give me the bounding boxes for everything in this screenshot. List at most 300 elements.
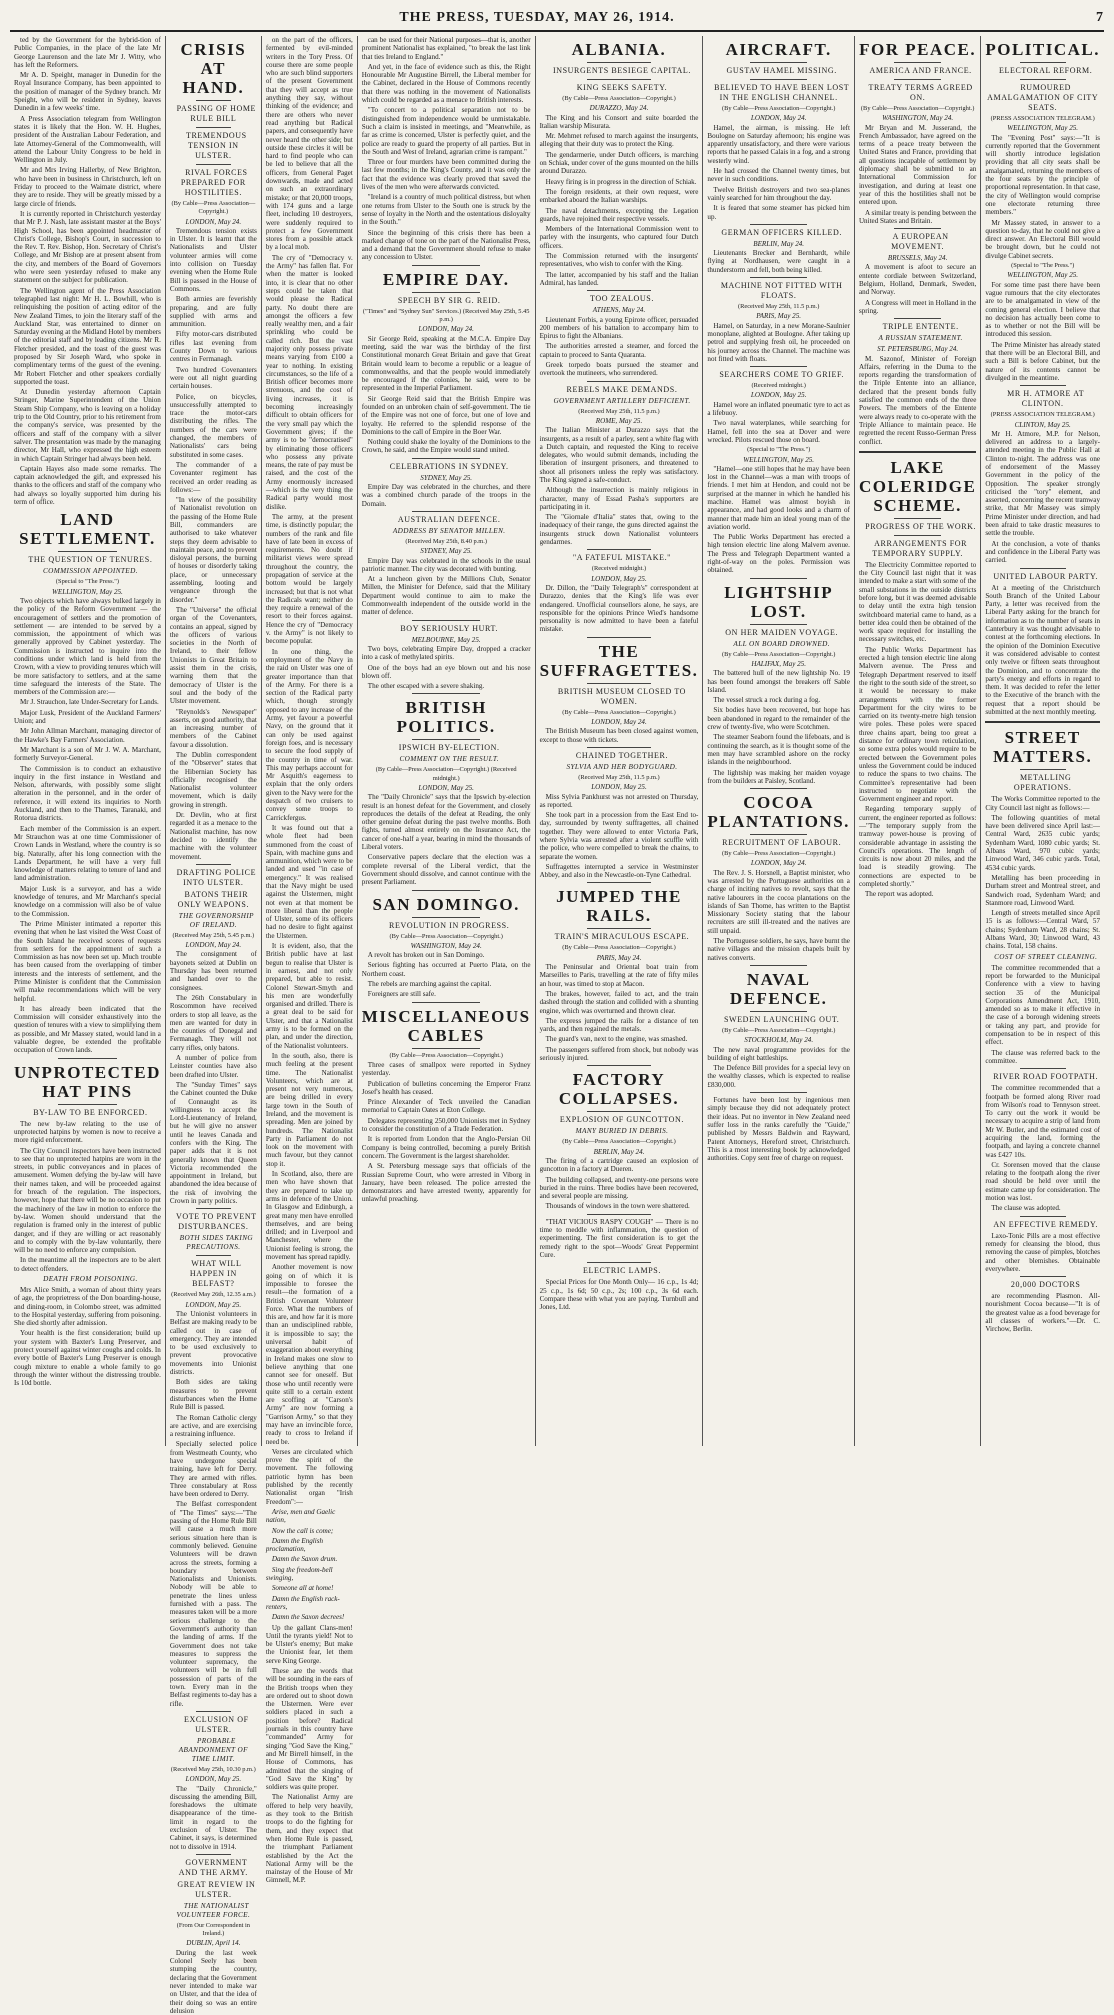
paragraph: The cry of "Democracy v. the Army" has fallen flat. For when the matter is looked into, it is clear that no other steps could be taken that would please the Radical party. No doubt there are amongst the officers a few really wealthy men, and a fair sprinkling who could be called rich. But the vast majority only possess private means varying from £100 a year to nothing. In existing circumstances, so the life of a British officer becomes more strenuous, and the cost of living increases, it is becoming increasingly difficult to obtain officers for the very small pay which the Government gives; if the army is to be "democratised" by eliminating those officers who possess any private means, the rate of pay must be raised, and the cost of the Army enormously increased—which is the very thing the Radical party would most dislike. [265, 253, 353, 511]
paragraph: Both armies are feverishly preparing, and are fully supplied with arms and ammunition. [169, 295, 257, 329]
paragraph: A revolt has broken out in San Domingo. [367, 951, 485, 960]
headline: FACTORY COLLAPSES. [558, 1070, 680, 1109]
subheading: AN EFFECTIVE REMEDY. [993, 1219, 1098, 1229]
paragraph: The new by-law relating to the use of unprotected hatpins by women is now to receive a more rigid enforcement. [14, 1119, 161, 1145]
paragraph: Publication of bulletins concerning the Emperor Franz Josef's health has ceased. [361, 1079, 531, 1096]
paragraph: Sir George Reid said that the British Empire was founded on an unbroken chain of self-government. The tie of the Empire was not one of force, but one of love and loyalty. He referred to the splendid response of the Dominions to the call of Empire in the Boer War. [361, 394, 531, 436]
subheading: CELEBRATIONS IN SYDNEY. [389, 461, 509, 471]
paragraph: Suffragettes interrupted a service in Westminster Abbey, and also in the Newcastle-on-Tyne Cathedral. [539, 862, 699, 880]
paragraph: Cr. Sorensen moved that the clause relating to the footpath along the river road should be held over until the estimate came up for consideration. The motion was lost. [985, 1160, 1101, 1203]
verse-line: Damn the Saxon drum. [271, 1555, 338, 1564]
subheading: EXCLUSION OF ULSTER. [183, 1714, 249, 1734]
divider-rule [750, 277, 807, 278]
dateline: MELBOURNE, May 25. [411, 635, 481, 644]
divider-rule [587, 683, 651, 684]
paragraph: Verses are circulated which prove the spirit of the movement. The following patriotic hymn has been published by the recently Nationalist organ "Irish Freedom":— [265, 1447, 353, 1506]
column-container [10, 36, 1104, 2015]
subheading: BATONS THEIR ONLY WEAPONS. [177, 889, 250, 909]
column-3 [262, 36, 358, 1885]
paragraph: Empire Day was celebrated in the schools in the usual patriotic manner. The city was decorated with bunting. [361, 556, 531, 573]
subheading: AMERICA AND FRANCE. [869, 66, 972, 75]
paragraph: The gendarmerie, under Dutch officers, is marching on Schiak, under cover of the guns mounted on the hills around Durazzo. [539, 150, 699, 176]
masthead [10, 6, 1104, 32]
paragraph: A similar treaty is pending between the United States and Britain. [858, 208, 977, 225]
paragraph: It is reported from London that the Anglo-Persian Oil Company is being controlled, becoming a purely British concern. The Government is the largest shareholder. [361, 1135, 531, 1160]
subheading: A EUROPEAN MOVEMENT. [891, 232, 949, 252]
paragraph: Another movement is now going on of which it is impossible to foresee the result—the formation of a British Covenant Volunteer Force. What the numbers of this are, and how far it is more than an undisciplined rabble, it is impossible to say; the universal habit of exaggeration about everything in Ireland makes one slow to believe anything that one cannot see for oneself. But those who until recently were quite still to a certain extent are scoffing at "Carson's Army" are now forming a "Garrison Army," so that they may have an invincible force, ready to cross to Ireland if need be. [265, 1263, 353, 1446]
subheading: REBELS MAKE DEMANDS. [566, 384, 678, 394]
paragraph: The battered hull of the new lightship No. 19 has been found amongst the breakers off Sable Island. [707, 669, 850, 694]
subheading: VOTE TO PREVENT DISTURBANCES. [175, 1212, 257, 1232]
paragraph: Foreigners are still safe. [367, 990, 436, 999]
paragraph: Thousands of windows in the town were shattered. [545, 1202, 690, 1211]
subheading: BELIEVED TO HAVE BEEN LOST IN THE ENGLISH CHANNEL. [714, 83, 850, 102]
paragraph: In Scotland, also, there are men who have shown that they are prepared to take up arms in defence of the Union. In Glasgow and Edinburgh, a great many men have enrolled themselves, and are being drilled; and in Liverpool and Manchester, where the Unionist feeling is strong, the movement has spread rapidly. [265, 1170, 353, 1262]
byline: (By Cable—Press Association—Copyright.) [721, 1026, 836, 1034]
divider-rule [750, 1011, 807, 1012]
paragraph: The consignment of bayonets seized at Dublin on Thursday has been returned and handed over to the consignees. [169, 950, 257, 992]
dateline: LONDON, May 24. [750, 114, 807, 123]
paragraph: Length of streets metalled since April 15 is as follows:—Central Ward, 57 chains; Sydenham Ward, 28 chains; St. Albans Ward, 30; Linwood Ward, 43 chains. Total, 158 chains. [985, 909, 1101, 951]
subheading: CHAINED TOGETHER. [575, 750, 669, 760]
dateline: LONDON, May 24. [591, 718, 647, 727]
byline: (Received May 25th, 5.45 p.m.) [172, 931, 255, 939]
paragraph: It has already been indicated that the Commission will consider exhaustively into the question of tenures with a view to simplifying them as possible, and Mr Massey stated, would land in a valuable degree, be extended the profitable occupation of Crown lands. [14, 1004, 161, 1055]
paragraph: The guard's van, next to the engine, was smashed. [545, 1035, 688, 1044]
verse-line: Damn the English rack-renters, [265, 1594, 340, 1611]
paragraph: Up the gallant Clans-men! Until the tyrants yield! Not to be Ulster's enemy; But make the Unionist fear, let them serve King George. [265, 1623, 353, 1665]
paragraph: Mr John Allman Marchant, managing director of the Hawke's Bay Farmers' Association. [14, 727, 161, 744]
dateline: WASHINGTON, May 24. [882, 114, 954, 123]
paragraph: In the south, also, there is much feeling at the present time. The Nationalist Volunteers, which are at present not very numerous, are being drilled in every large town in the South of Ireland, and the movement is spreading. Men are joined by hundreds. The Nationalist Party in Parliament do not look on the movement with much favour, but they cannot stop it. [265, 1051, 353, 1168]
paragraph: "To concert to a political separation not to be distinguished from independence would be unmistakable. Such a claim is insisted in meetings, and "Meanwhile, as far as crime is concerned, Ulster is perfectly quiet, and the police are ready to guard the property of all parties. But in the South and West of Ireland, agrarian crime is rampant." [361, 106, 531, 156]
paragraph: At a meeting of the Christchurch South Branch of the United Labour Party, a letter was received from the Liberal Party asking for the branch for information as to the number of seats in Canterbury it was thought advisable to contest at the forthcoming elections. In the opinion of the Dominion Executive it was considered advisable to contest only twelve or fifteen seats throughout the Dominion, and to concentrate the party's energy and efforts in regard to them. It was decided to refer the letter to the Executive of the branch with the request that a report should be submitted at the next monthly meeting. [985, 583, 1101, 716]
divider-rule [587, 1065, 651, 1066]
paragraph: The passengers suffered from shock, but nobody was seriously injured. [539, 1045, 699, 1063]
column-6 [703, 36, 855, 1446]
paragraph: Special Prices for One Month Only— 16 c.p., 1s 4d; 25 c.p., 1s 6d; 50 c.p., 2s; 100 c.p., 3s 6d each. Compare these with what you are paying. Turnbull and Jones, Ltd. [539, 1278, 699, 1312]
paragraph: The clause was referred back to the committee. [985, 1048, 1101, 1065]
divider-rule [587, 928, 651, 929]
paragraph: The Dublin correspondent of the "Observer" states that the Hibernian Society has officially recognised the Nationalist volunteer movement, which is daily growing in strength. [169, 751, 257, 809]
headline: POLITICAL. [985, 40, 1101, 59]
column-4 [358, 36, 536, 1446]
divider-rule [196, 1711, 231, 1712]
paragraph: A number of police from Leinster counties have also been drafted into Ulster. [169, 1054, 257, 1079]
dateline: ST. PETERSBURG, May 24. [877, 345, 959, 354]
dateline: LONDON, May 25. [418, 784, 474, 792]
paragraph: The Electricity Committee reported to the City Council last night that it was intended to make a start with some of the small substations in the outside districts before long, but it was deemed advisable to delay until the extra high tension switchboard material came to hand, as a better idea could then be obtained of the work space required for installing the necessary switches, etc. [858, 560, 977, 644]
dateline: LONDON, May 25. [591, 574, 647, 583]
paragraph: Dr. Dillon, the "Daily Telegraph's" correspondent at Durazzo, denies that the King's life was ever endangered. Unofficial counsellors alone, he says, are responsible for the opinions Prince Wied's handsome personality is now admitted to have been a fateful mistake. [539, 583, 699, 634]
divider-rule [894, 79, 941, 80]
paragraph: The committee recommended that a report be forwarded to the Municipal Conference with a view to having section 35 of the Municipal Corporations Amendment Act, 1910, amended so as to make it effective in the case of a borough widening streets or taking any part, and provide for compensation to be in respect of this effect. [985, 963, 1101, 1047]
paragraph: The "Daily Chronicle," discussing the amending Bill, foreshadows the ultimate disappearance of the time-limit in regard to the exclusion of Ulster. The Cabinet, it says, is determined not to dissolve in 1914. [169, 1784, 257, 1851]
paragraph: "Reynolds's Newspaper" asserts, on good authority, that an increasing number of members of the Cabinet favour a dissolution. [169, 707, 257, 749]
divider-rule [412, 1002, 480, 1003]
divider-rule [750, 788, 807, 789]
paragraph: Although the insurrection is mainly religious in character, many of Essad Pasha's supporters are participating in it. [539, 486, 699, 511]
paragraph: A movement is afoot to secure an entente cordiale between Switzerland, Belgium, Holland, Denmark, Sweden, and Norway. [858, 263, 977, 297]
paragraph: The brakes, however, failed to act, and the train dashed through the station and collided with a shunting engine, which was overturned and thrown clear. [539, 989, 699, 1015]
paragraph: She took part in a procession from the East End to-day, surrounded by twenty suffragettes, all chained together. They were allowed to enter Victoria Park, where Sylvia was arrested after a violent scuffle with the police, who were compelled to break the chains, to separate the women. [539, 811, 699, 861]
subheading: SEARCHERS COME TO GRIEF. [719, 370, 844, 380]
paragraph: Conservative papers declare that the election was a complete reversal of the Liberal verdict, that the Government should dissolve, and cannot continue with the present Parliament. [361, 853, 531, 887]
headline: AIRCRAFT. [725, 40, 832, 59]
divider-rule [894, 318, 941, 319]
paragraph: It is evident, also, that the British public have at last begun to realise that Ulster is in earnest, and not only prepared, but able to resist. Colonel Stewart-Smyth and his men are wonderfully organised and drilled. There is a great deal to be said for Ulster, and that a Nationalist army is to be formed on the plan, and under the direction, of the Nationalist volunteers. [265, 942, 353, 1050]
paragraph: The "Daily Chronicle" says that the Ipswich by-election result is an honest defeat for the Government, and closely reproduces the details of the defeat at Reading, the only other genuine defeat during the past twelve months. Both fights, turned almost entirely on the Insurance Act, the cancer of one-half a year, bearing in mind the thousands of Liberal voters. [361, 793, 531, 852]
paragraph: Two naval waterplanes, while searching for Hamel, fell into the sea at Dover and were wrecked. Pilots rescued those on board. [707, 419, 850, 444]
dateline: ROME, May 25. [595, 416, 643, 425]
dateline: WELLINGTON, May 25. [743, 455, 815, 464]
paragraph: The foreign residents, at their own request, were embarked aboard the Italian warships. [539, 187, 699, 205]
paragraph: Mr H. Atmore, M.P. for Nelson, delivered an address to a largely-attended meeting in the Public Hall at Clinton to-night. The address was one of endorsement of the Massey Government in the policy of the Opposition. The speaker strongly criticised the "tory" element, and asserted, concerning the recent tramway strike, that Mr Massey was simply Prime Minister under direction, and had been afraid to take drastic measures to settle the trouble. [985, 429, 1101, 538]
deck: A RUSSIAN STATEMENT. [878, 334, 963, 343]
paragraph: Greek torpedo boats pursued the steamer and overtook the mutineers, who surrendered. [539, 361, 699, 378]
dateline: PARIS, May 25. [756, 312, 802, 321]
divider-rule [196, 164, 231, 165]
divider-rule [1020, 1276, 1066, 1277]
subheading: PASSING OF HOME RULE BILL [176, 104, 257, 123]
dateline: CLINTON, May 25. [1014, 420, 1071, 429]
divider-rule [58, 1104, 117, 1105]
paragraph: Hamel wore an inflated pneumatic tyre to act as a lifebuoy. [707, 400, 850, 418]
paragraph: Mr Marchant is a son of Mr J. W. A. Marchant, formerly Surveyor-General. [14, 745, 161, 763]
divider-rule [1020, 79, 1066, 80]
byline: (By Cable—Press Association—Copyright.) [721, 850, 836, 858]
paragraph: The 26th Constabulary in Roscommon have received orders to stop all leave, as the men are wanted for duty in the counties of Donegal and Fermanagh. They will not carry rifles, only batons. [169, 993, 257, 1052]
paragraph: Miss Sylvia Pankhurst was not arrested on Thursday, as reported. [539, 792, 699, 809]
divider-rule [587, 747, 651, 748]
divider-rule [1020, 769, 1066, 770]
byline: (By Cable—Press Association—Copyright.) [562, 1138, 676, 1146]
paragraph: A Press Association telegram from Wellington states it is likely that the Hon. W. H. Hughes, president of the Australian Labour Federation, and late Attorney-General of the Commonwealth, will attend the Labour Unity Congress to be held in Wellington in July. [14, 114, 161, 165]
headline: BRITISH POLITICS. [396, 698, 496, 737]
subheading: BOY SERIOUSLY HURT. [400, 623, 498, 633]
subheading: INSURGENTS BESIEGE CAPITAL. [552, 66, 691, 75]
deck: COMMISSION APPOINTED. [42, 567, 138, 576]
paragraph: Major Lusk is a surveyor, and has a wide knowledge of tenures, and Mr Marchant's special knowledge on a commission will also be of value to the Commission. [14, 884, 161, 918]
divider-rule [58, 551, 117, 552]
dateline: LONDON, May 25. [185, 1300, 242, 1309]
divider-rule [196, 100, 231, 101]
paragraph: The Rev. J. S. Horsnell, a Baptist minister, who was arrested by the Portuguese authorities on a charge of inciting natives to revolt, says that the native labourers in the cocoa plantations on the islands of San Thome, has written to the Baptist Missionary Society stating that the labour recruiters are still ill-treated and the natives are still unpaid. [707, 868, 850, 935]
divider-rule [196, 1255, 231, 1256]
subheading: 20,000 DOCTORS [1010, 1280, 1081, 1290]
paragraph: The "Evening Post" says:—"It is currently reported that the Government will shortly introduce legislation providing that all city seats shall be amalgamated, returning the members of the four seats by the principle of proportional representation. In that case, the city of Wellington would comprise one electorate returning three members." [985, 133, 1101, 217]
byline: (Special to "The Press.") [55, 578, 119, 586]
paragraph: The authorities arrested a steamer, and forced the captain to proceed to Santa Quaranta. [539, 342, 699, 359]
paragraph: Hamel, on Saturday, in a new Morane-Saulnier monoplane, alighted at Boulogne. After taking up petrol and supplying fresh oil, he proceeded on his journey across the Channel. The machine was not fitted with floats. [707, 321, 850, 363]
dateline: LONDON, May 24. [185, 217, 242, 226]
column-5 [536, 36, 704, 1446]
byline: (By Cable—Press Association—Copyright.) [721, 650, 836, 658]
paragraph: The Unionist volunteers in Belfast are making ready to be called out in case of emergency. They are intended to be used exclusively to prevent provocative movements into Unionist districts. [169, 1309, 257, 1377]
divider-rule [750, 224, 807, 225]
subheading: GREAT REVIEW IN ULSTER. [177, 1879, 256, 1899]
subheading: SPEECH BY SIR G. REID. [397, 295, 501, 305]
subheading: THE QUESTION OF TENURES. [28, 555, 153, 565]
paragraph: Captain Hayes also made some remarks. The captain acknowledged the gift, and expressed his thanks to the officers and staff of the company who had always so loyally supported him during his term of office. [14, 464, 161, 507]
paragraph: The Belfast correspondent of "The Times" says:—"The passing of the Home Rule Bill will cause a much more serious situation here than is commonly believed. Genuine Volunteers will be drawn across the streets, forming a boundary between Nationalists and Unionists. Nobody will be able to penetrate the lines unless furnished with a pass. The measures taken will be a more serious challenge to the Government's authority than the landing of arms. If the Government does not take measures to suppress the volunteer supremacy, the volunteers will be in full possession of parts of the town. Every man in the Belfast regiments to-day has a rifle. [169, 1500, 257, 1708]
dateline: SYDNEY, May 25. [420, 473, 473, 482]
paragraph: The firing of a cartridge caused an explosion of guncotton in a factory at Dueren. [539, 1156, 699, 1174]
divider-rule [412, 511, 480, 512]
paragraph: The Peninsular and Oriental boat train from Marseilles to Paris, travelling at the rate of fifty miles an hour, was timed to stop at Macon. [539, 963, 699, 988]
divider-rule [196, 864, 231, 865]
paragraph: The Wellington agent of the Press Association telegraphed last night: Mr H. L. Bowhill, who is relinquishing the position of acting editor of the New Zealand Times, to join the literary staff of the Auckland Star, was entertained to dinner on Saturday evening at the Midland Hotel by members of the editorial staff and by leading citizens. Mr R. Fletcher presided, and the toast of the guest was proposed by Sir Joseph Ward, who spoke in complimentary terms of the guest of the evening. Mr Robert Fletcher and other speakers cordially supported the toast. [14, 286, 161, 386]
divider-rule [985, 721, 1100, 723]
paragraph: The clause was adopted. [991, 1204, 1061, 1213]
paragraph: It was found out that a whole fleet had been summoned from the coast of Spain, with machine guns and ammunition, which were to be landed and used "in case of emergency." It was realised that the Navy might be used against the Ulstermen, might not even at that moment be more liberal than the people of Ulster, some of its officers had no desire to fight against the Ulstermen. [265, 823, 353, 940]
paragraph: The commander of a Covenanter regiment has received an order reading as follows:— [169, 460, 257, 494]
byline: (By Cable—Press Association—Copyright.) [860, 105, 975, 112]
subheading: KING SEEKS SAFETY. [576, 83, 668, 92]
masthead-title: THE PRESS, TUESDAY, MAY 26, 1914. [399, 10, 675, 25]
divider-rule [894, 518, 941, 519]
verse-line: Sing the freedom-bell swinging, [265, 1565, 333, 1583]
paragraph: The new naval programme provides for the building of eight battleships. [707, 1045, 850, 1062]
paragraph: Three cases of smallpox were reported in Sydney yesterday. [361, 1060, 531, 1078]
paragraph: on the part of the officers, fermented by evil-minded writers in the Tory Press. Of course there are some people who are such blind supporters of the present Government that they will accept as true anything they say, without thinking of the evidence; and there are others who never read anything but Radical papers, and consequently have never heard the other side; but outside these circles it will be hard to find people who can be led to believe that all the officers, from General Paget downwards, made and acted on such an extraordinary mistake; or that 20,000 troops, with 174 guns and a large fleet, including 10 destroyers, were suddenly required to protect a few Government stores from a possible attack by a local mob. [265, 36, 353, 252]
subheading: REVOLUTION IN PROGRESS. [389, 920, 510, 930]
headline: ALBANIA. [571, 40, 667, 59]
byline: (Received May 25th, 8.40 p.m.) [405, 537, 487, 545]
subheading: TOO ZEALOUS. [590, 294, 654, 304]
byline: (Special to "The Press.") [747, 446, 811, 454]
divider-rule [1020, 1216, 1066, 1217]
column-2 [166, 36, 262, 2015]
byline: (Received May 25th, 11.5 p.m.) [578, 407, 660, 415]
dateline: LONDON, May 24. [185, 941, 242, 950]
divider-rule [1020, 62, 1066, 63]
paragraph: The Prime Minister has already stated that there will be an Electoral Bill, and such a Bill is before Cabinet, but the nature of its contents cannot be divulged in the meantime. [985, 340, 1101, 382]
dateline: LONDON, May 25. [185, 1775, 242, 1784]
divider-rule [894, 535, 941, 536]
headline: STREET MATTERS. [993, 728, 1093, 767]
paragraph: The following quantities of metal have been delivered since April last:—Central Ward, 2635 cubic yards; Sydenham Ward, 1080 cubic yards; St. Albans Ward, 970 cubic yards; Linwood Ward, 346 cubic yards. Total, 4534 cubic yards. [985, 813, 1101, 872]
verse-line: Damn the English proclamation, [265, 1536, 324, 1554]
paragraph: Fifty motor-cars distributed rifles last evening from County Down to various centres in Fermanagh. [169, 330, 257, 364]
dateline: DURAZZO, May 24. [589, 104, 649, 113]
subheading: RUMOURED AMALGAMATION OF CITY SEATS. [987, 83, 1099, 112]
paragraph: Delegates representing 250,000 Unionists met in Sydney to consider the constitution of a Trade Federation. [361, 1116, 531, 1134]
subheading: IPSWICH BY-ELECTION. [398, 743, 500, 753]
divider-rule [587, 290, 651, 291]
divider-rule [587, 549, 651, 550]
paragraph: Mrs Alice Smith, a woman of about thirty years of age, the proprietress of the Don boarding-house, and dining-room, in Colombo street, was admitted to the Hospital yesterday, suffering from poisoning. She died shortly after admission. [14, 1286, 161, 1328]
paragraph: The vessel struck a rock during a fog. [713, 696, 821, 705]
divider-rule [894, 228, 941, 229]
paragraph: Empire Day was celebrated in the churches, and there was a combined church parade of the troops in the Domain. [361, 483, 531, 508]
divider-rule [412, 1048, 480, 1049]
dateline: WELLINGTON, May 25. [1007, 271, 1079, 280]
verse-line: Someone all at home! [271, 1584, 334, 1593]
column-8 [981, 36, 1104, 1446]
subheading: BRITISH MUSEUM CLOSED TO WOMEN. [557, 686, 687, 706]
paragraph: Prince Alexander of Teck unveiled the Canadian memorial to Captain Oates at Eton College. [361, 1098, 531, 1115]
paragraph: The Public Works Department has erected a high tension electric line along Malvern avenue. The Press and Telegraph Department wanted a right-of-way on the poles. Permission was obtained. [707, 533, 850, 575]
paragraph: The Commission is to conduct an exhaustive inquiry in the first instance in Westland and Nelson, afterwards, with possibly some slight alteration in the personnel, and in the order of reference, it will extend its inquiries to North Auckland, and then to the Thames, Taranaki, and Rotorua districts. [14, 764, 161, 823]
deck: BOTH SIDES TAKING PRECAUTIONS. [179, 1234, 254, 1252]
headline: UNPROTECTED HAT PINS [14, 1062, 161, 1101]
dateline: LONDON, May 24. [750, 859, 807, 868]
paragraph: "In view of the possibility of Nationalist revolution on the passing of the Home Rule Bill, commanders are authorised to take whatever steps they deem advisable to maintain peace, and to prevent disloyal persons, the burning of houses or disorderly taking place, or unnecessary assembling, looting and vengeance through the disorder." [169, 496, 257, 604]
paragraph: At a luncheon given by the Millions Club, Senator Millen, the Minister for Defence, said that the Military Department would continue to aim to make the Commonwealth independent of the outside world in the matter of defence. [361, 575, 531, 617]
headline: CRISIS AT HAND. [180, 40, 247, 97]
byline: (By Cable—Press Association—Copyright.) [389, 932, 503, 940]
paragraph: The Defence Bill provides for a special levy on the wealthy classes, which is expected to realise £830,000. [707, 1064, 850, 1089]
paragraph: Two objects which have always bulked largely in the policy of the Reform Government — the encouragement of settlers and the promotion of settlement — are intended to be served by a commission, the appointment of which was generally approved by Cabinet yesterday. The Commission is instructed to inquire into the conditions under which land is held from the Crown, with a view to providing tenures which will be more satisfactory to settlers, and at the same time safeguard the interests of the State. The members of the Commission are:— [14, 596, 161, 697]
paragraph: Sir George Reid, speaking at the M.C.A. Empire Day meeting, said the war was the birthday of the first Constitutional monarch Great Britain and gave that Great Britain would learn to become a republic or a league of commonwealths, and that the people would immediately be encouraged if the colonies, he said, were to be represented in the Imperial Parliament. [361, 334, 531, 393]
paragraph: The Public Works Department has erected a high tension electric line along Malvern avenue. The Press and Telegraph Department reserved to itself the right to the south side of the street, so it would be necessary to make arrangements with the former Department for the city wires to be carried on its twenty-metre high tension wire poles. These poles were spaced three chains apart, being too great a distance for ordinary town reticulation, so some extra poles would require to be erected between the Government poles unless the Government could be induced to reduce the spans to two chains. The Committee's representative had been instructed to negotiate with the Government engineer and report. [858, 645, 977, 804]
subheading: ELECTORAL REFORM. [999, 66, 1093, 75]
paragraph: The City Council inspectors have been instructed to see that no unprotected hatpins are worn in the streets, in public conveyances and in places of amusement. Women defying the by-law will have their names taken, and will be proceeded against for breach of the regulation. The inspectors, however, hope that there will be no occasion to put the machinery of the law in motion to enforce the by-law. Women should understand that the regulation is framed only in the interest of public danger, and if they are willing or act reasonably and to comply with the by-law voluntarily, there will be no need to enforce any compulsion. [14, 1146, 161, 1255]
byline: (By Cable—Press Association—Copyright.) [562, 95, 676, 102]
paragraph: Mr and Mrs Irving Hallerby, of New Brighton, who have been in business in Christchurch, left on Friday to proceed to the Waimate district, where they are to reside. They will be greatly missed by a large circle of friends. [14, 166, 161, 208]
paragraph: The Portuguese soldiers, he says, have burnt the native villages and the mission chapels built by natives converts. [707, 937, 850, 962]
paragraph: The Italian Minister at Durazzo says that the insurgents, as a result of a parley, sent a white flag with a Dutch captain, and requested the King to receive delegates, who would submit demands, including the liberation of insurgent prisoners, and threatened to shoot all prisoners unless the reply was satisfactory. The King signed a safe-conduct. [539, 426, 699, 484]
paragraph: Mr J. Strauchon, late Under-Secretary for Lands. [20, 698, 159, 707]
divider-rule [587, 1111, 651, 1112]
divider-rule [412, 739, 480, 740]
paragraph: It is currently reported in Christchurch yesterday that Mr P. J. Nash, late assistant master at the Boys' High School, has been appointed headmaster of Christ's College, Bishop's Court, in succession to the Rev. T. Rev. Bishop, Hon. Secretary of Christ's College, and Mr Bishop are at present absent from the city, and members of the Board of Governors who were seen yesterday refused to make any statement on the subject for publication. [14, 209, 161, 285]
headline: LIGHTSHIP LOST. [724, 582, 834, 621]
dateline: WELLINGTON, May 25. [52, 587, 123, 596]
byline: (By Cable—Press Association—Copyright.) [562, 944, 676, 952]
paragraph: Major Lusk, President of the Auckland Farmers' Union; and [14, 708, 161, 726]
byline: (Special to "The Press.") [1011, 262, 1075, 270]
subheading: TREATY TERMS AGREED ON. [868, 83, 973, 102]
paragraph: Members of the International Commission went to parley with the insurgents, who captured four Dutch officers. [539, 225, 699, 250]
deck: THE GOVERNORSHIP OF IRELAND. [178, 911, 254, 929]
paragraph: The other escaped with a severe shaking. [367, 682, 485, 691]
subheading: MACHINE NOT FITTED WITH FLOATS. [720, 281, 843, 301]
deck: COST OF STREET CLEANING. [994, 952, 1098, 961]
subheading: BY-LAW TO BE ENFORCED. [33, 1107, 148, 1117]
dateline: LONDON, May 25. [750, 391, 807, 400]
headline: EMPIRE DAY. [382, 269, 510, 289]
subheading: GUSTAV HAMEL MISSING. [726, 66, 837, 75]
byline: (PRESS ASSOCIATION TELEGRAM.) [990, 411, 1095, 419]
headline: MISCELLANEOUS CABLES [361, 1006, 531, 1045]
deck: THE NATIONALIST VOLUNTEER FORCE. [176, 1901, 251, 1919]
subheading: GERMAN OFFICERS KILLED. [721, 227, 843, 237]
paragraph: Mr Bryan and M. Jusserand, the French Ambassador, have agreed on the terms of a peace treaty between the United States and France, providing that all questions incapable of settlement by diplomacy shall be submitted to an International Commission for investigation, and during at least one year of this the hostilities shall not be entered upon. [858, 123, 977, 207]
deck: ALL ON BOARD DROWNED. [733, 639, 830, 648]
subheading: RIVAL FORCES PREPARED FOR HOSTILITIES. [180, 168, 248, 197]
paragraph: The report was adopted. [864, 890, 934, 899]
subheading: ARRANGEMENTS FOR TEMPORARY SUPPLY. [872, 538, 968, 558]
paragraph: Mr Massey stated, in answer to a question to-day, that he could not give a direct answer. An Electoral Bill would be brought down, but he could not divulge Cabinet secrets. [985, 218, 1101, 260]
divider-rule [196, 127, 231, 128]
paragraph: Hamel, the airman, is missing. He left Boulogne on Saturday afternoon; his engine was apparently unsatisfactory, and there were various reports that he passed Calais in a fog, and a strong westerly wind. [707, 123, 850, 165]
deck: DEATH FROM POISONING. [43, 1275, 138, 1283]
byline: (From Our Correspondent in Ireland.) [176, 1921, 250, 1938]
divider-rule [587, 62, 651, 63]
headline: THE SUFFRAGETTES. [539, 641, 699, 680]
paragraph: A St. Petersburg message says that officials of the Russian Supreme Court, who were arrested in Viborg in January, have been released. The police arrested the demonstrators and have arrested twenty, apparently for unlawful preaching. [361, 1162, 531, 1204]
paragraph: Six bodies have been recovered, but hope has been abandoned in regard to the remainder of the crew of twenty-five, who were Scotchmen. [707, 706, 850, 732]
subheading: TRIPLE ENTENTE. [882, 322, 959, 332]
paragraph: Metalling has been proceeding in Durham street and Montreal street, and Sandwich road, Sydenham Ward; and Stanmore road, Linwood Ward. [985, 873, 1101, 907]
subheading: ELECTRIC LAMPS. [583, 1266, 661, 1276]
subheading: TREMENDOUS TENSION IN ULSTER. [186, 131, 247, 160]
paragraph: Dr. Devlin, who at first regarded it as a menace to the Nationalist machine, has now decided to identify the machine with the volunteer movement. [169, 811, 257, 861]
divider-rule [587, 1262, 651, 1263]
divider-rule [412, 458, 480, 459]
paragraph: Since the beginning of this crisis there has been a marked change of tone on the part of the Nationalist Press, and a demand that the Government should refuse to make any concession to Ulster. [361, 228, 531, 262]
paragraph: The Works Committee reported to the City Council last night as follows:— [985, 795, 1101, 812]
paragraph: "Ireland is a country of much political distress, but when one returns from Ulster to the South one is struck by the sense of loyalty in the North and the ostentatious disloyalty in the South." [361, 193, 531, 227]
paragraph: The Roman Catholic clergy are active, and are exercising a restraining influence. [169, 1413, 257, 1439]
headline: LAND SETTLEMENT. [19, 510, 156, 549]
headline: NAVAL DEFENCE. [729, 969, 828, 1008]
byline: (Received May 25th, 11.5 p.m.) [578, 773, 660, 781]
byline: (By Cable—Press Association—Copyright.) [721, 105, 836, 112]
headline: COCOA PLANTATIONS. [707, 793, 850, 832]
headline: SAN DOMINGO. [372, 894, 520, 914]
paragraph: Your health is the first consideration; build up your system with Baxter's Lung Preserver, and protect yourself against winter coughs and colds. In every bottle of Baxter's Lung Preserver is enough cough mixture to enable a whole family to go through the winter without the distressing trouble. Is 10d bottle. [14, 1329, 161, 1388]
deck: ADDRESS BY SENATOR MILLEN. [392, 526, 506, 535]
paragraph: The army, at the present time, is distinctly popular; the numbers of the rank and file have of late been in excess of requirements. No doubt if militarist views were spread throughout the country, the propagation of service at the bottom would be largely increased; but that is not what the Radicals want; neither do they require a renewal of the resort to their forces against. Hence the cry of "Democracy v. the Army" is not likely to become popular. [265, 512, 353, 646]
divider-rule [1020, 1068, 1066, 1069]
subheading: EXPLOSION OF GUNCOTTON. [559, 1115, 685, 1125]
divider-rule [58, 1058, 117, 1059]
paragraph: The King and his Consort and suite boarded the Italian warship Misurata. [539, 113, 699, 130]
paragraph: Tremendous tension exists in Ulster. It is learnt that the Nationalists and Ulster volunteer armies will come into collision on Tuesday evening when the Home Rule Bill is passed in the House of Commons. [169, 226, 257, 293]
divider-rule [1020, 385, 1066, 386]
dateline: LONDON, May 24. [418, 325, 474, 334]
deck: MANY BURIED IN DEBRIS. [575, 1127, 669, 1136]
divider-rule [412, 292, 480, 293]
paragraph: "THAT VICIOUS RASPY COUGH" — There is no time to meddle with inflammation, the question of experimenting. The first consideration is to get the remedy right to the spot—Woods' Great Peppermint Cure. [539, 1217, 699, 1259]
subheading: UNITED LABOUR PARTY. [993, 571, 1098, 581]
paragraph: The building collapsed, and twenty-one persons were buried in the ruins. Three bodies have been recovered, and several people are missing. [539, 1175, 699, 1201]
column-1 [10, 36, 166, 1446]
paragraph: The latter, accompanied by his staff and the Italian Admiral, has landed. [539, 270, 699, 287]
paragraph: Serious fighting has occurred at Puerto Plata, on the Northern coast. [361, 961, 531, 978]
page-number: 7 [1096, 10, 1104, 25]
paragraph: Regarding temporary supply of current, the engineer reported as follows:—"The temporary supply from the tramway power-house is proving of considerable advantage in assisting the Council's operations. The length of circuits is now about 20 miles, and the load is steadily growing. The connections are expected to be completed shortly." [858, 805, 977, 889]
deck: SYLVIA AND HER BODYGUARD. [566, 762, 678, 771]
subheading: MR H. ATMORE AT CLINTON. [1007, 389, 1085, 409]
divider-rule [750, 1092, 807, 1093]
subheading: METALLING OPERATIONS. [1013, 773, 1072, 793]
byline: (Received midnight.) [751, 382, 806, 390]
paragraph: For some time past there have been vague rumours that the city electorates are to be amalgamated in view of the coming general election. I believe that no decision has actually been come to as to whether or not the Bill will be introduced this session. [985, 280, 1101, 339]
deck: GOVERNMENT ARTILLERY DEFICIENT. [553, 396, 691, 405]
dateline: PARIS, May 24. [596, 953, 642, 962]
headline: LAKE COLERIDGE SCHEME. [858, 457, 977, 515]
deck: PROBABLE ABANDONMENT OF TIME LIMIT. [178, 1736, 248, 1763]
byline: (PRESS ASSOCIATION TELEGRAM.) [990, 115, 1095, 122]
paragraph: The Commission returned with the insurgents' representatives, who wish to confer with the King. [539, 252, 699, 269]
paragraph: The "Giornale d'Italia" states that, owing to the inadequacy of their range, the guns directed against the insurgents struck down Nationalist volunteers gendarmes. [539, 513, 699, 547]
dateline: BRUSSELS, May 24. [887, 254, 948, 263]
paragraph: And yet, in the face of evidence such as this, the Right Honourable Mr Augustine Birrell, the Liberal member for the Cabinet, declared in the House of Commons recently that there was nothing in the movement of Nationalists which could be regarded as a menace to British interests. [361, 62, 531, 105]
dateline: BERLIN, May 24. [753, 239, 805, 248]
subheading: TRAIN'S MIRACULOUS ESCAPE. [554, 932, 690, 942]
byline: (Received May 25th, 10.30 p.m.) [170, 1765, 256, 1773]
paragraph: During the last week Colonel Seely has been stumping the country, declaring that the Government never intended to make war on Ulster, and that the idea of their doing so was an entire delusion [169, 1948, 257, 2015]
paragraph: The "Sunday Times" says the Cabinet counted the Duke of Connaught as its willingness to accept the Lord-Lieutenancy of Ireland, but he will give no answer until he leaves Canada and confers with the King. The paper adds that it is not generally known that Queen Victoria recommended the appointment in Ireland, but abandoned the idea because of the risk of involving the Crown in party politics. [169, 1080, 257, 1206]
byline: (By Cable—Press Association—Copyright.) [171, 200, 256, 216]
divider-rule [587, 79, 651, 80]
paragraph: "Hamel—one still hopes that he may have been lost in the Channel—was a man with troops of friends. I met him at Hendon, and could not be surprised at the manner in which he handled his machine. Hamel was almost boyish in appearance, and had good looks and a charm of manner that made him an ideal young man of the aviation world. [707, 464, 850, 531]
paragraph: The British Museum has been closed against women, except to those with tickets. [539, 727, 699, 744]
